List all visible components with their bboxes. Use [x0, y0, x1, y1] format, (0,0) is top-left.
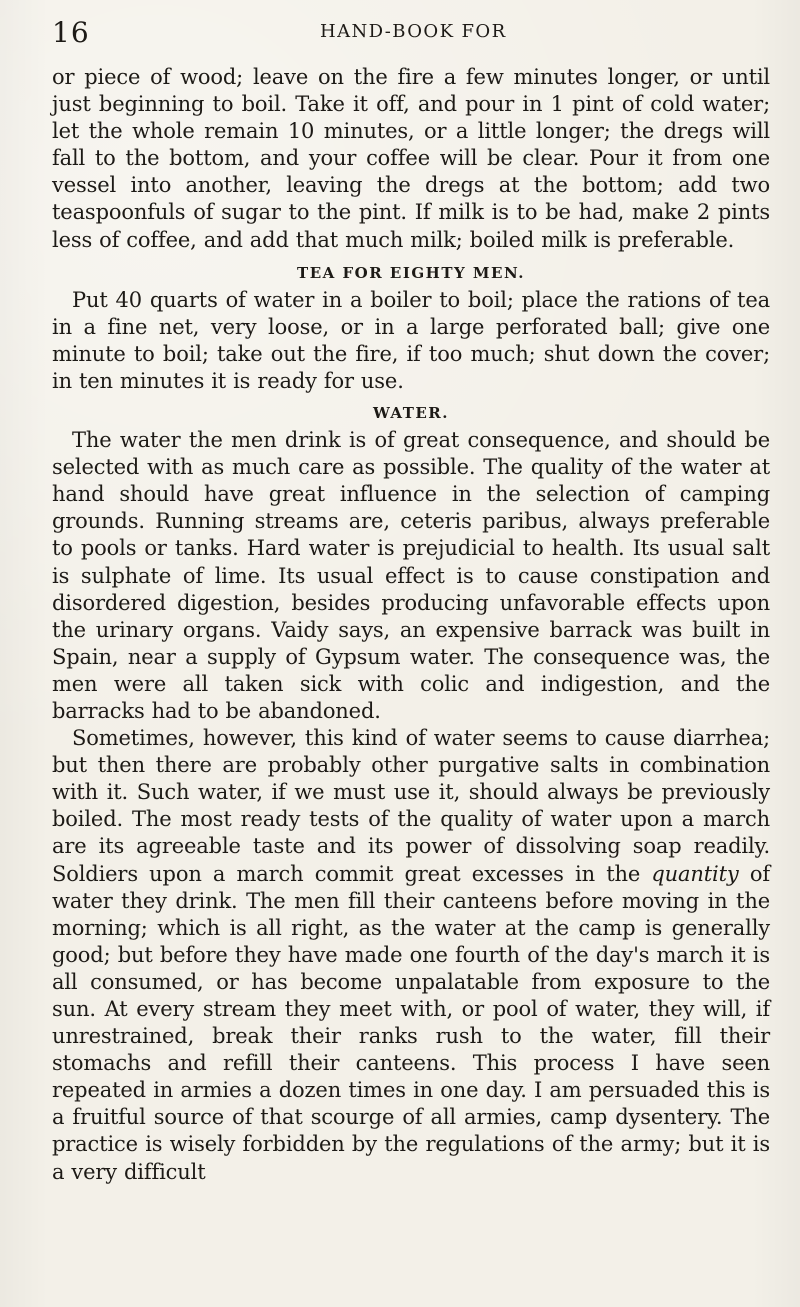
page-number: 16 [52, 16, 90, 49]
page-header [52, 18, 770, 56]
water-quantity-paragraph-start: Sometimes, however, this kind of water seems to cause diarrhea; but then there are probably other purgative salts in combination with it. Such water, if we must use it, should always be previously boiled. The most ready tests of the quality of water upon a march are its agreeable taste and its power of dissolving soap readily. Soldiers upon a march commit great excesses in the [52, 726, 770, 886]
coffee-instructions-paragraph: or piece of wood; leave on the fire a few minutes longer, or until just beginning to boil. Take it off, and pour in 1 pint of cold water; let the whole remain 10 minutes, or a little longer; the dregs will fall to the bottom, and your coffee will be clear. Pour it from one vessel into another, leaving the dregs at the bottom; add two teaspoonfuls of sugar to the pint. If milk is to be had, make 2 pints less of coffee, and add that much milk; boiled milk is preferable. [52, 65, 770, 252]
page-content [52, 64, 770, 1186]
quantity-emphasis: quantity [651, 861, 739, 886]
tea-section-heading: TEA FOR EIGHTY MEN. [297, 263, 525, 282]
water-quantity-paragraph [52, 725, 770, 1186]
water-quantity-paragraph-end: of water they drink. The men fill their canteens before moving in the morning; which is all right, as the water at the camp is generally good; but before they have made one fourth of the day's march it is all consumed, or has become unpalatable from exposure to the sun. At every stream they meet with, or pool of water, they will, if unrestrained, break their ranks rush to the water, fill their stomachs and refill their canteens. This process I have seen repeated in armies a dozen times in one day. I am persuaded this is a fruitful source of that scourge of all armies, camp dysentery. The practice is wisely forbidden by the regulations of the army; but it is a very difficult [52, 861, 770, 1184]
water-section-heading: WATER. [373, 404, 449, 423]
tea-instructions-paragraph: Put 40 quarts of water in a boiler to boil; place the rations of tea in a fine net, very loose, or in a large perforated ball; give one minute to boil; take out the fire, if too much; shut down the cover; in ten minutes it is ready for use. [52, 287, 770, 393]
running-head: HAND-BOOK FOR [320, 21, 507, 42]
water-quality-paragraph: The water the men drink is of great consequence, and should be selected with as much care as possible. The quality of the water at hand should have great influence in the selection of camping grounds. Running streams are, ceteris paribus, always preferable to pools or tanks. Hard water is prejudicial to health. Its usual salt is sulphate of lime. Its usual effect is to cause constipation and disordered digestion, besides producing unfavorable effects upon the urinary organs. Vaidy says, an expensive barrack was built in Spain, near a supply of Gypsum water. The consequence was, the men were all taken sick with colic and indigestion, and the barracks had to be abandoned. [52, 428, 770, 723]
